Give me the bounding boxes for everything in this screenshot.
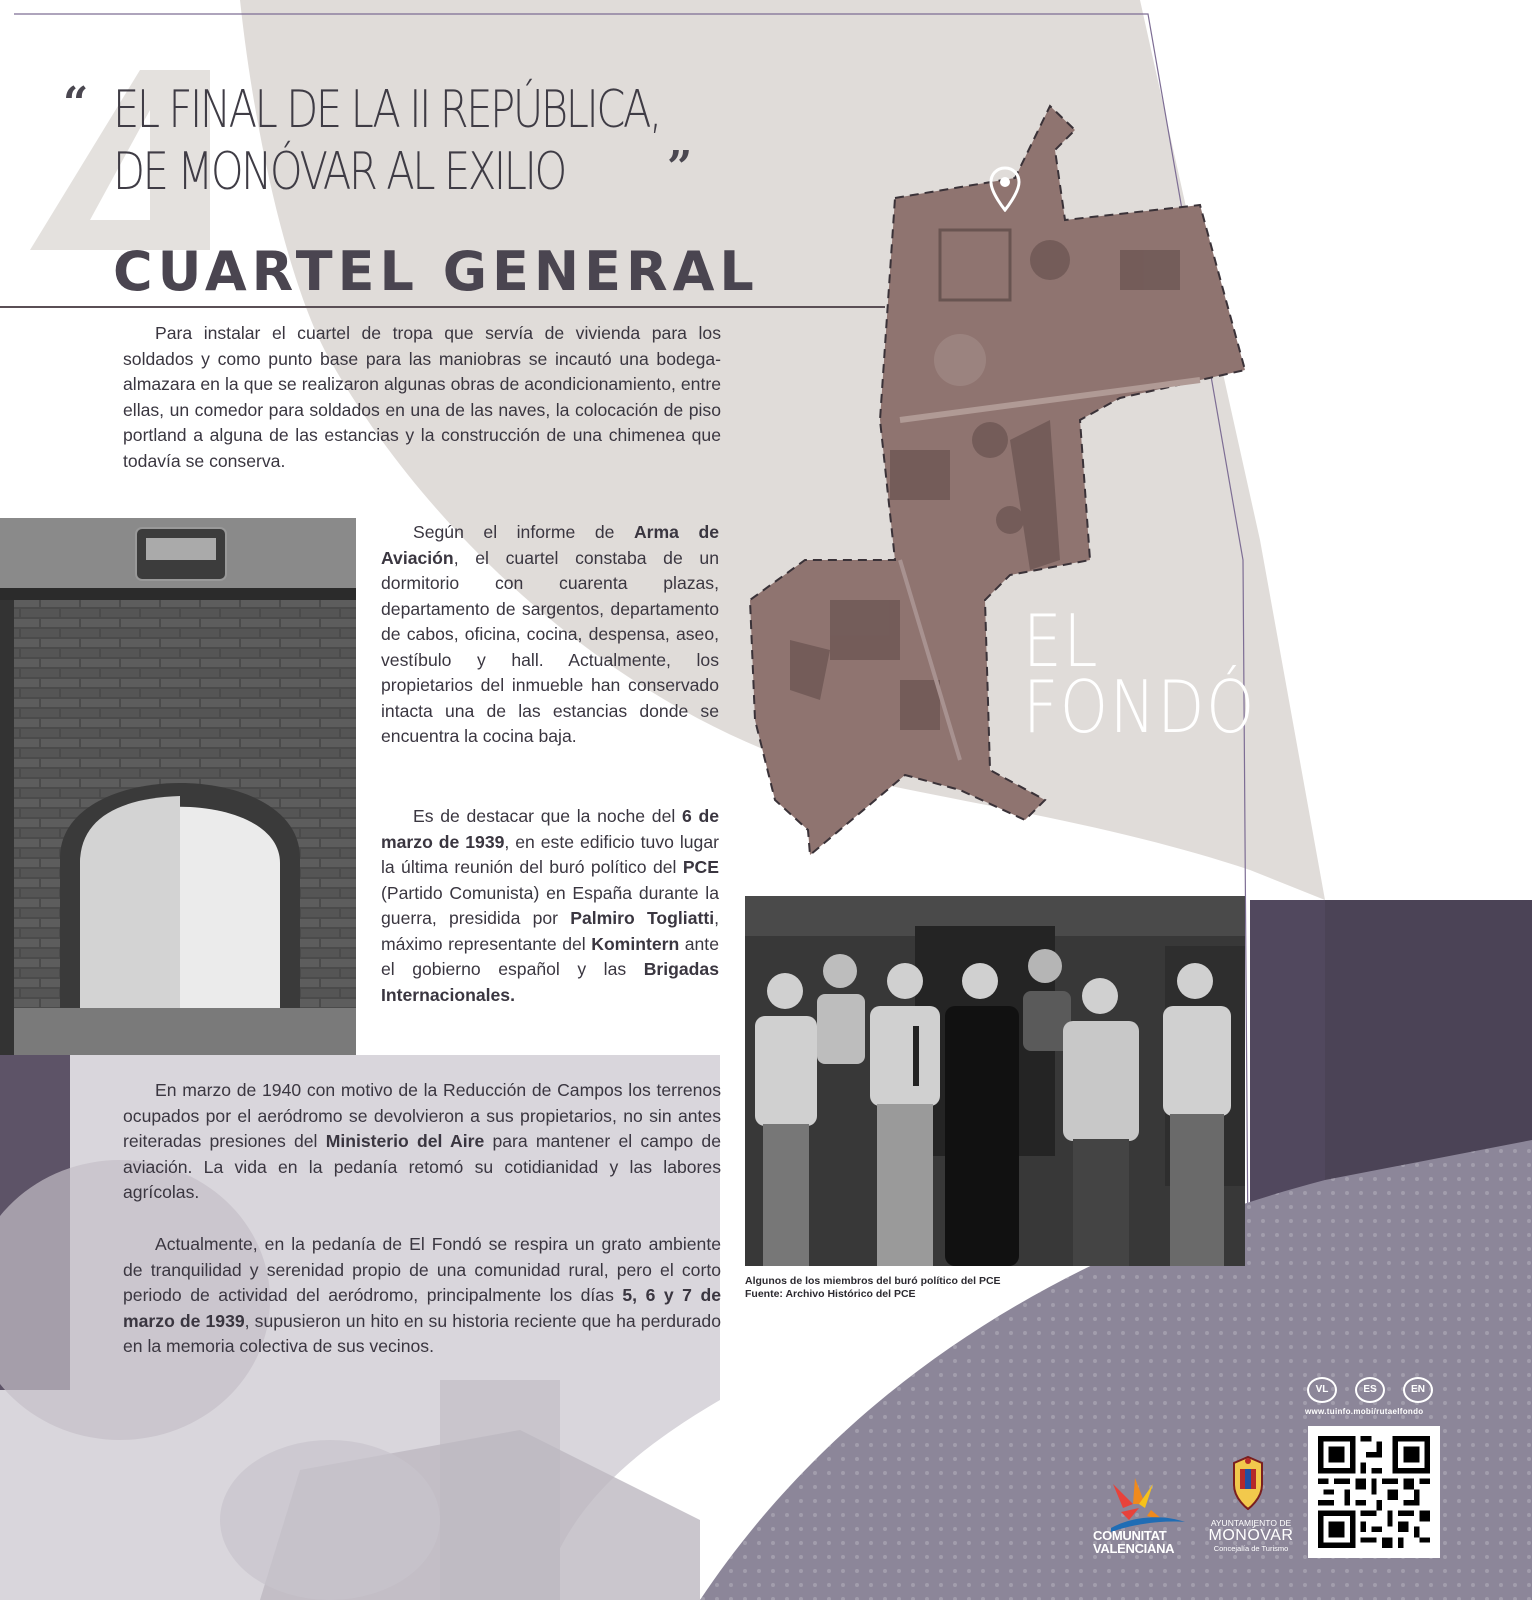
audio-vl-button[interactable]: VL [1307, 1377, 1337, 1403]
audio-es-button[interactable]: ES [1355, 1377, 1385, 1403]
paragraph-4-text-b: para mantener el campo de aviación. La vida en la pedanía retomó su cotidianidad y las labores agrícolas. [123, 1131, 721, 1202]
monovar-text [1201, 1518, 1301, 1553]
cv-line-1: COMUNITAT [1093, 1528, 1167, 1543]
audio-en-button[interactable]: EN [1403, 1377, 1433, 1403]
map-label [1023, 599, 1256, 749]
paragraph-3-bold-a: 6 de marzo de 1939 [381, 806, 719, 852]
audio-guide-url[interactable]: www.tuinfo.mobi/rutaelfondo [1305, 1407, 1424, 1416]
location-pin-icon [988, 166, 1022, 212]
paragraph-4-bold-a: Ministerio del Aire [325, 1131, 485, 1151]
paragraph-3-bold-b: PCE [682, 857, 719, 877]
paragraph-2-text-a: Según el informe de [413, 522, 634, 542]
mon-line-3: Concejalía de Turismo [1213, 1544, 1289, 1553]
heading-rule [0, 306, 885, 308]
paragraph-3-text-a: Es de destacar que la noche del [413, 806, 682, 826]
paragraph-4 [123, 1078, 721, 1206]
paragraph-3-bold-d: Komintern [591, 933, 680, 954]
audio-guide-buttons [1307, 1377, 1437, 1405]
paragraph-1-text: Para instalar el cuartel de tropa que servía de vivienda para los soldados y como punto base para las maniobras se incautó una bodega-almazara en la que se realizaron algunas obras de acondicionamiento, entre ellas, un comedor para soldados en una de las naves, la colocación de piso portland a alguna de las estancias y la construcción de una chimenea que todavía se conserva. [123, 323, 721, 471]
paragraph-3-text-c: (Partido Comunista) en España durante la guerra, presidida por [381, 882, 719, 928]
group-photo [745, 896, 1245, 1266]
monovar-coat-of-arms-logo [1228, 1455, 1268, 1511]
photo-caption [745, 1275, 1001, 1301]
map-label-line2: FONDÓ [1023, 665, 1256, 749]
map-label-line1: EL [1023, 599, 1100, 683]
section-heading: CUARTEL GENERAL [113, 240, 759, 303]
comunitat-valenciana-text [1093, 1529, 1174, 1555]
fireplace-photo [0, 518, 356, 1055]
title-line-1: EL FINAL DE LA II REPÚBLICA, [113, 80, 660, 140]
qr-code-icon[interactable] [1308, 1426, 1440, 1558]
mon-line-2: MONÓVAR [1208, 1527, 1294, 1544]
paragraph-3-text-e: ante el gobierno español y las [381, 933, 719, 979]
paragraph-1 [123, 321, 721, 474]
paragraph-3 [381, 804, 719, 1008]
paragraph-5-text-a: Actualmente, en la pedanía de El Fondó se respira un grato ambiente de tranquilidad y serenidad propio de una comunidad rural, pero el corto periodo de actividad del aeródromo, principalmente los días [123, 1234, 721, 1305]
paragraph-2-bold-a: Arma de Aviación [381, 522, 720, 568]
title-line-2: DE MONÓVAR AL EXILIO [113, 142, 565, 202]
caption-line-2: Fuente: Archivo Histórico del PCE [745, 1288, 916, 1300]
cv-line-2: VALENCIANA [1093, 1541, 1175, 1556]
mon-line-1: AYUNTAMIENTO DE [1210, 1518, 1292, 1528]
paragraph-3-text-b: , en este edificio tuvo lugar la última reunión del buró político del [381, 831, 719, 877]
quote-close: ” [667, 142, 687, 193]
paragraph-4-text-a: En marzo de 1940 con motivo de la Reducción de Campos los terrenos ocupados por el aeródromo se devolvieron a sus propietarios, no sin antes reiteradas presiones del [123, 1080, 721, 1151]
caption-line-1: Algunos de los miembros del buró político del PCE [745, 1275, 1001, 1287]
paragraph-5-text-b: , supusieron un hito en su historia reciente que ha perdurado en la memoria colectiva de sus vecinos. [123, 1310, 721, 1356]
quote-open: “ [63, 78, 83, 129]
paragraph-5-bold-a: 5, 6 y 7 de marzo de 1939 [123, 1285, 721, 1331]
paragraph-3-bold-c: Palmiro Togliatti [570, 908, 715, 928]
paragraph-3-text-d: , máximo representante del [381, 908, 719, 954]
paragraph-5 [123, 1232, 721, 1360]
paragraph-2 [381, 520, 719, 750]
paragraph-3-bold-e: Brigadas Internacionales. [381, 959, 719, 1005]
paragraph-2-text-b: , el cuartel constaba de un dormitorio con cuarenta plazas, departamento de sargentos, departamento de cabos, oficina, cocina, despensa, aseo, vestíbulo y hall. Actualmente, los propietarios del inmueble han conservado intacta una de las estancias donde se encuentra la cocina baja. [381, 547, 719, 746]
